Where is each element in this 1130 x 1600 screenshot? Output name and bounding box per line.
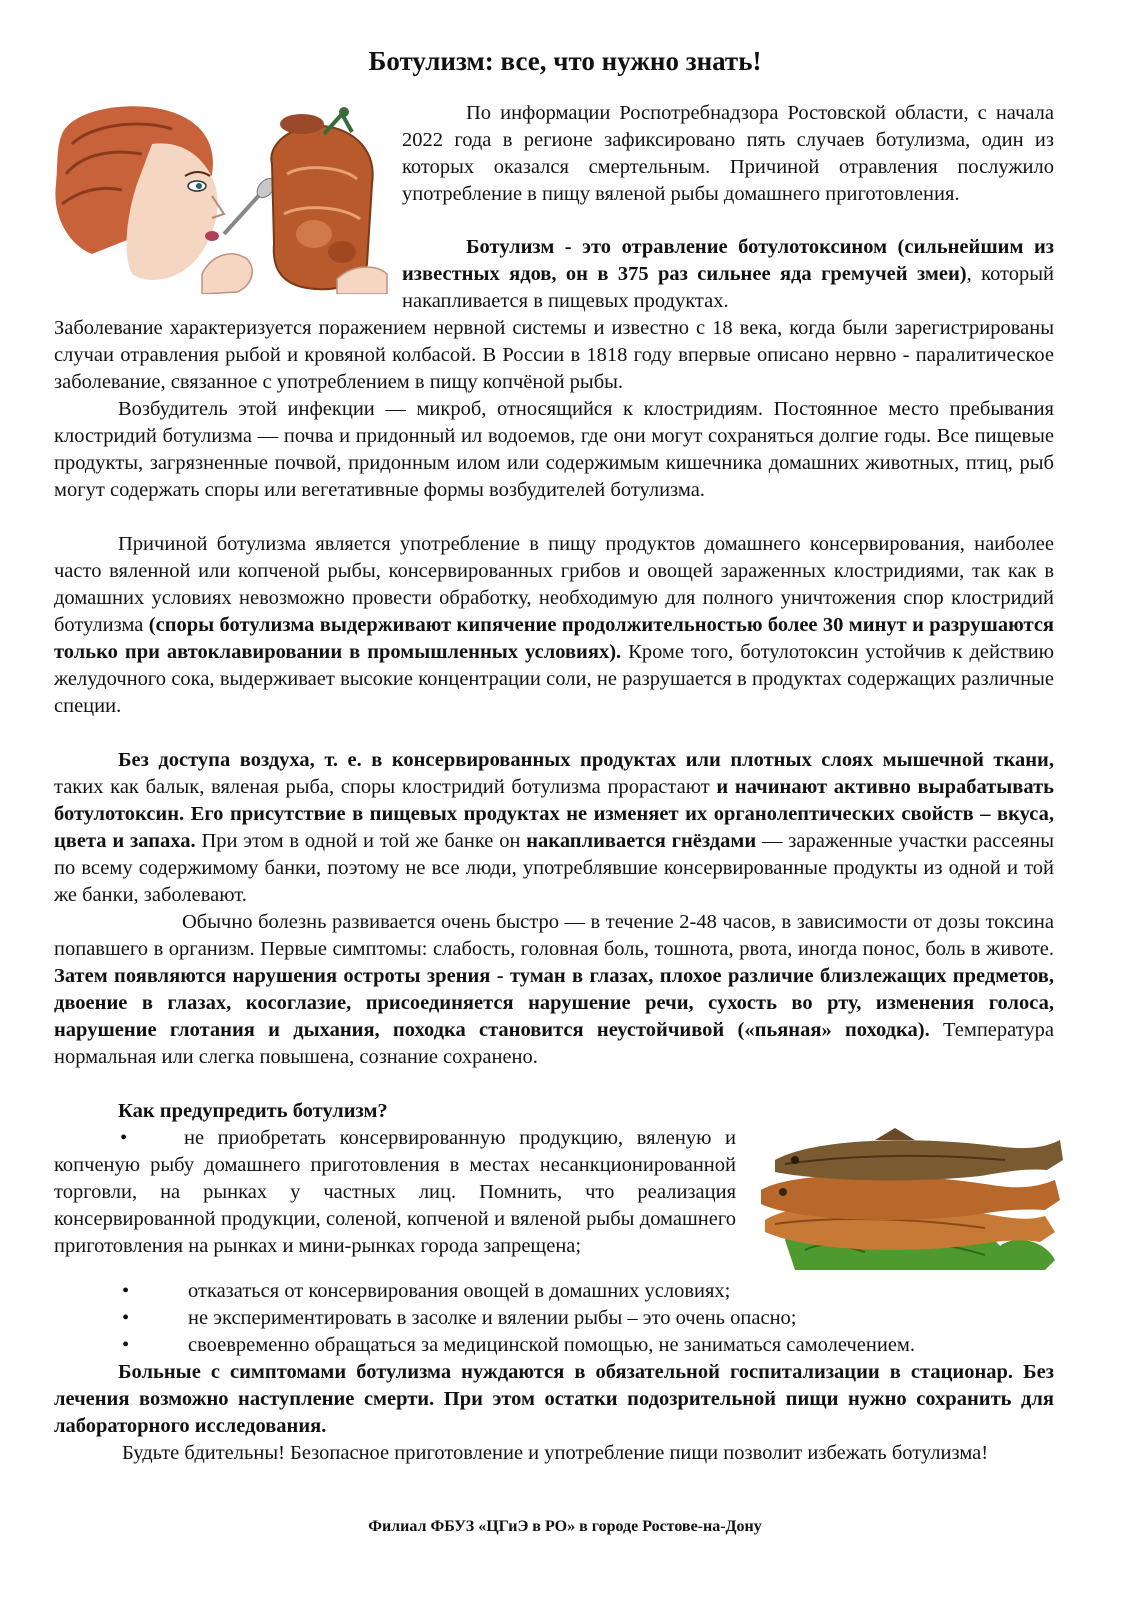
bullet-marker: • bbox=[122, 1280, 130, 1302]
botulism-definition-paragraph bbox=[402, 234, 1054, 315]
anaerobic-text-b: таких как балык, вяленая рыба, споры клостридий ботулизма прорастают bbox=[54, 776, 717, 798]
symptoms-bold: Затем появляются нарушения остроты зрения - туман в глазах, плохое различие близлежащих предметов, двоение в глазах, косоглазие, присоединяется нарушение речи, сухость во рту, изменения голоса, нарушение глотания и дыхания, походка становится неустойчивой («пьяная» походка). bbox=[54, 965, 1054, 1041]
cause-text-a: Причиной ботулизма является употребление в пищу продуктов домашнего консервирования, наиболее часто вяленной или копченой рыбы, консервированных грибов и овощей зараженных клостридиями, так как в домашних условиях невозможно провести обработку, необходимую для полного уничтожения спор клостридий ботулизма bbox=[54, 533, 1054, 636]
symptoms-paragraph bbox=[54, 909, 1054, 1071]
definition-rest: , который накапливается в пищевых продуктах. bbox=[402, 263, 1054, 312]
bullet-text-2: отказаться от консервирования овощей в домашних условиях; bbox=[188, 1280, 731, 1302]
cause-text-c: Кроме того, ботулотоксин устойчив к действию желудочного сока, выдерживает высокие концентрации соли, не разрушается в продуктах содержащих различные специи. bbox=[54, 641, 1054, 717]
prevention-heading: Как предупредить ботулизм? bbox=[118, 1100, 388, 1122]
anaerobic-bold-e: накапливается гнёздами bbox=[526, 830, 757, 852]
anaerobic-paragraph bbox=[54, 747, 1054, 909]
symptoms-text-a: Обычно болезнь развивается очень быстро — в течение 2-48 часов, в зависимости от дозы токсина попавшего в организм. Первые симптомы: слабость, головная боль, тошнота, рвота, иногда понос, боль в животе. bbox=[54, 911, 1054, 960]
pathogen-paragraph: Возбудитель этой инфекции — микроб, относящийся к клостридиям. Постоянное место пребывания клостридий ботулизма — почва и придонный ил водоемов, где они могут сохраняться долгие годы. Все пищевые продукты, загрязненные почвой, придонным илом или содержимым кишечника домашних животных, птиц, рыб могут содержать споры или вегетативные формы возбудителей ботулизма. bbox=[54, 398, 1054, 501]
cause-paragraph bbox=[54, 531, 1054, 720]
anaerobic-bold-c: и начинают активно вырабатывать ботулотоксин. Его присутствие в пищевых продуктах не изменяет их органолептических свойств – вкуса, цвета и запаха. bbox=[54, 776, 1054, 852]
bullet-marker: • bbox=[122, 1307, 130, 1329]
bullet-item-4 bbox=[56, 1332, 1056, 1359]
cause-bold: (споры ботулизма выдерживают кипячение продолжительностью более 30 минут и разрушаются только при автоклавировании в промышленных условиях). bbox=[54, 614, 1055, 663]
bullet-text-4: своевременно обращаться за медицинской помощью, не заниматься самолечением. bbox=[188, 1334, 916, 1356]
bullet-marker: • bbox=[120, 1127, 128, 1149]
page-title: Ботулизм: все, что нужно знать! bbox=[368, 46, 762, 76]
bullet-marker: • bbox=[122, 1334, 130, 1356]
footer-organization: Филиал ФБУЗ «ЦГиЭ в РО» в городе Ростове-на-Дону bbox=[368, 1518, 762, 1535]
closing-paragraph: Будьте бдительны! Безопасное приготовление и употребление пищи позволит избежать ботулизма! bbox=[122, 1442, 989, 1464]
bullet-text-1: не приобретать консервированную продукцию, вяленую и копченую рыбу домашнего приготовления в местах несанкционированной торговли, на рынках у частных лиц. Помнить, что реализация консервированной продукции, соленой, копченой и вяленой рыбы домашнего приготовления на рынках и мини-рынках города запрещена; bbox=[54, 1127, 736, 1257]
bullet-item-1 bbox=[54, 1125, 736, 1260]
bullet-text-3: не экспериментировать в засолке и вялении рыбы – это очень опасно; bbox=[188, 1307, 797, 1329]
anaerobic-bold-a: Без доступа воздуха, т. е. в консервированных продуктах или плотных слоях мышечной ткани, bbox=[118, 749, 1054, 771]
bullet-item-3 bbox=[56, 1305, 1056, 1332]
anaerobic-text-f: — зараженные участки рассеяны по всему содержимому банки, поэтому не все люди, употреблявшие консервированные продукты из одной и той же банки, заболевают. bbox=[54, 830, 1054, 906]
intro-paragraph: По информации Роспотребнадзора Ростовской области, с начала 2022 года в регионе зафиксировано пять случаев ботулизма, один из которых оказался смертельным. Причиной отравления послужило употребление в пищу вяленой рыбы домашнего приготовления. bbox=[402, 102, 1054, 205]
hospitalization-paragraph: Больные с симптомами ботулизма нуждаются в обязательной госпитализации в стационар. Без лечения возможно наступление смерти. При этом остатки подозрительной пищи нужно сохранить для лабораторного исследования. bbox=[54, 1361, 1054, 1437]
bullet-item-2 bbox=[56, 1278, 1056, 1305]
symptoms-text-c: Температура нормальная или слегка повышена, сознание сохранено. bbox=[54, 1019, 1054, 1068]
anaerobic-text-d: При этом в одной и той же банке он bbox=[195, 830, 527, 852]
woman-jar-illustration bbox=[52, 104, 390, 294]
definition-continuation: Заболевание характеризуется поражением нервной системы и известно с 18 века, когда были зарегистрированы случаи отравления рыбой и кровяной колбасой. В России в 1818 году впервые описано нервно - паралитическое заболевание, связанное с употреблением в пищу копчёной рыбы. bbox=[54, 317, 1054, 393]
smoked-fish-image bbox=[755, 1120, 1065, 1275]
definition-bold: Ботулизм - это отравление ботулотоксином (сильнейшим из известных ядов, он в 375 раз сильнее яда гремучей змеи) bbox=[402, 236, 1054, 285]
